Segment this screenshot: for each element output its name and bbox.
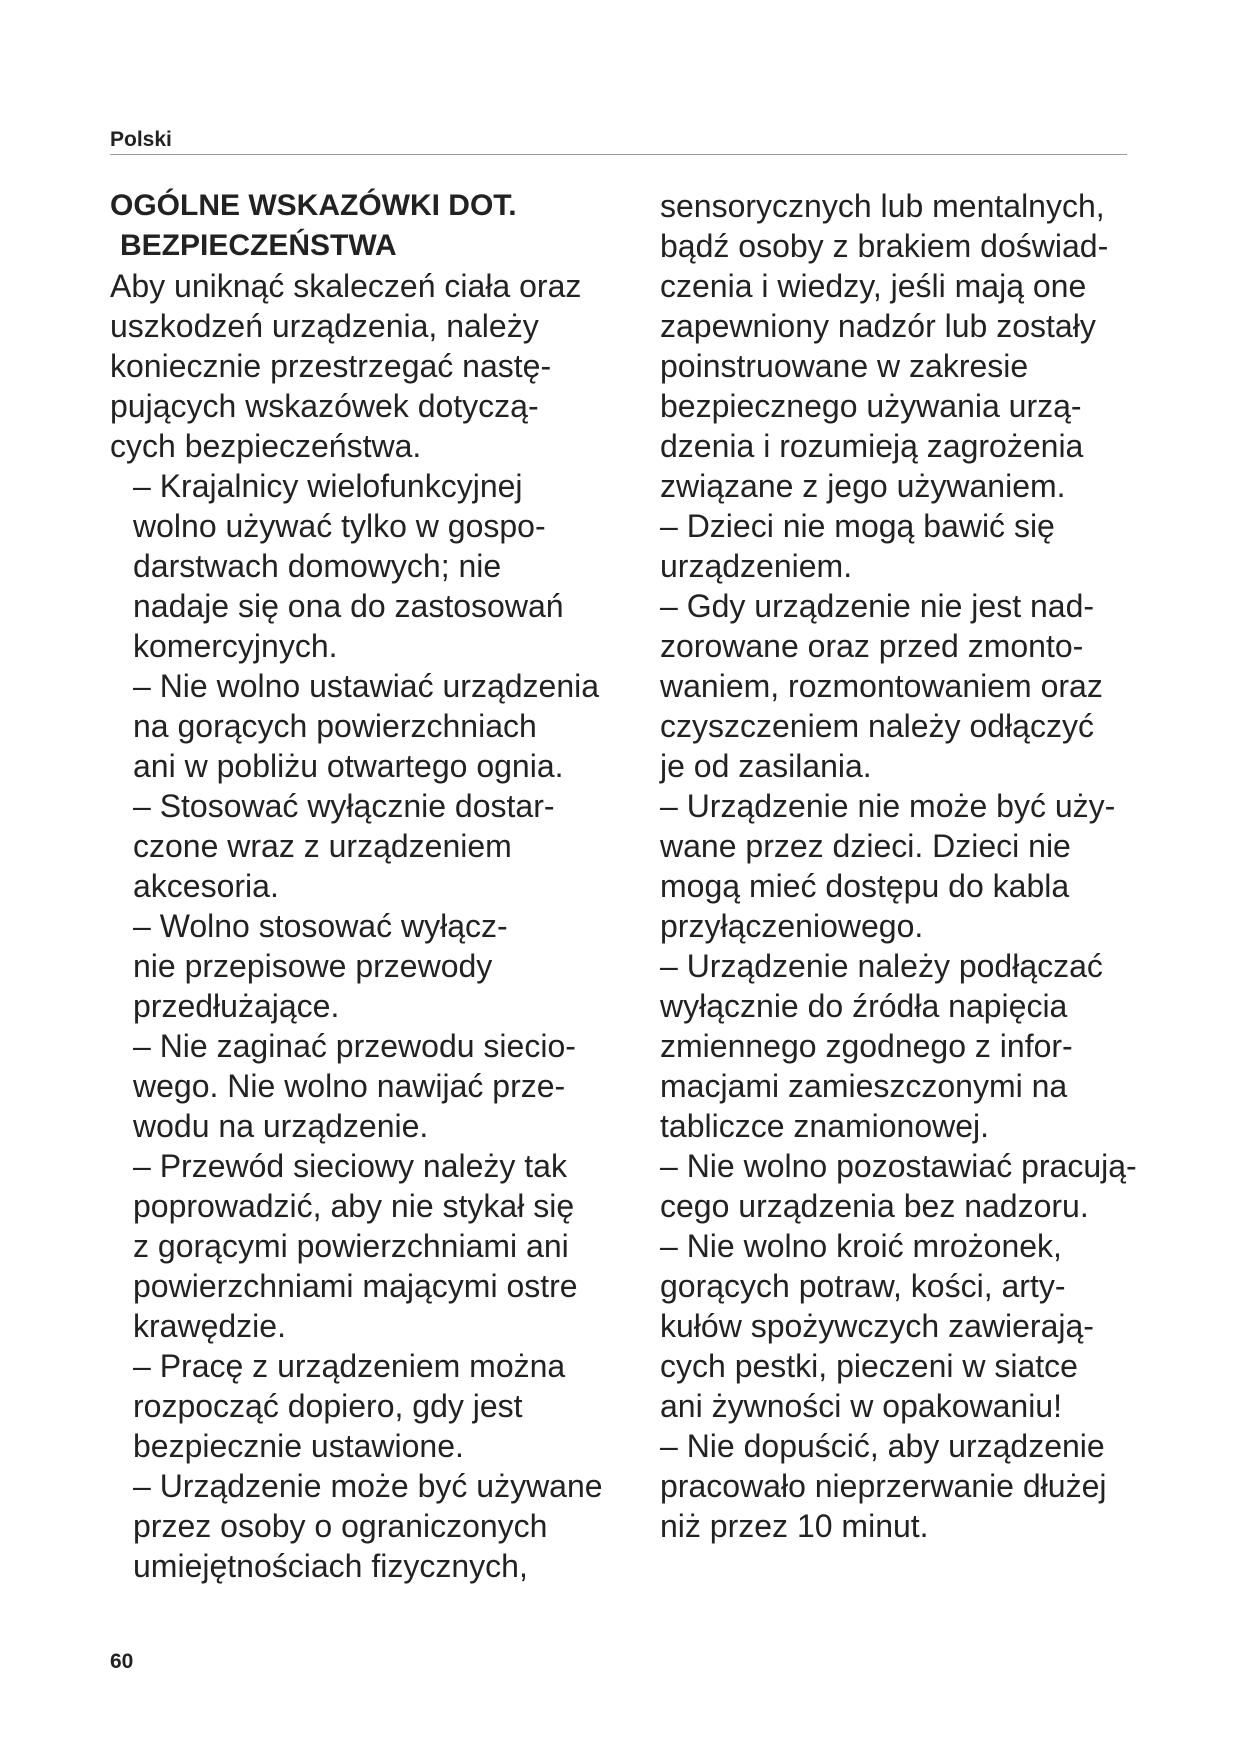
text-line: czyszczeniem należy odłączyć bbox=[660, 708, 1094, 744]
text-line: poinstruowane w zakresie bbox=[660, 348, 1029, 384]
text-line: wolno używać tylko w gospo- bbox=[133, 508, 546, 544]
text-line: mogą mieć dostępu do kabla bbox=[660, 868, 1070, 904]
text-line: nadaje się ona do zastosowań bbox=[133, 588, 564, 624]
text-line: rozpocząć dopiero, gdy jest bbox=[133, 1388, 523, 1424]
right-column-text bbox=[660, 186, 1180, 1546]
left-column bbox=[110, 186, 650, 1586]
text-line: akcesoria. bbox=[133, 868, 279, 904]
text-line: czone wraz z urządzeniem bbox=[133, 828, 512, 864]
text-line: pracowało nieprzerwanie dłużej bbox=[660, 1468, 1107, 1504]
text-line: kułów spożywczych zawierają- bbox=[660, 1308, 1094, 1344]
text-line: pujących wskazówek dotyczą- bbox=[110, 388, 539, 424]
text-line: zapewniony nadzór lub zostały bbox=[660, 308, 1096, 344]
text-line: – Urządzenie należy podłączać bbox=[660, 948, 1103, 984]
text-line: związane z jego używaniem. bbox=[660, 468, 1066, 504]
text-line: – Pracę z urządzeniem można bbox=[133, 1348, 566, 1384]
section-heading-line-2: BEZPIECZEŃSTWA bbox=[120, 229, 397, 262]
text-line: – Wolno stosować wyłącz- bbox=[133, 908, 508, 944]
text-line: przedłużające. bbox=[133, 988, 340, 1024]
page-number: 60 bbox=[110, 1650, 134, 1673]
text-line: urządzeniem. bbox=[660, 548, 853, 584]
text-line: je od zasilania. bbox=[660, 748, 872, 784]
text-line: powierzchniami mającymi ostre bbox=[133, 1268, 578, 1304]
text-line: cych pestki, pieczeni w siatce bbox=[660, 1348, 1078, 1384]
text-line: koniecznie przestrzegać nastę- bbox=[110, 348, 552, 384]
text-line: komercyjnych. bbox=[133, 628, 338, 664]
text-line: sensorycznych lub mentalnych, bbox=[660, 188, 1105, 224]
text-line: – Nie zaginać przewodu siecio- bbox=[133, 1028, 576, 1064]
text-line: gorących potraw, kości, arty- bbox=[660, 1268, 1066, 1304]
text-line: – Krajalnicy wielofunkcyjnej bbox=[133, 468, 523, 504]
text-line: – Urządzenie nie może być uży- bbox=[660, 788, 1116, 824]
text-line: – Urządzenie może być używane bbox=[133, 1468, 603, 1504]
text-line: wyłącznie do źródła napięcia bbox=[660, 988, 1068, 1024]
text-line: Aby uniknąć skaleczeń ciała oraz bbox=[110, 268, 582, 304]
text-line: – Przewód sieciowy należy tak bbox=[133, 1148, 567, 1184]
text-line: tabliczce znamionowej. bbox=[660, 1108, 990, 1144]
text-line: darstwach domowych; nie bbox=[133, 548, 502, 584]
text-line: cych bezpieczeństwa. bbox=[110, 428, 422, 464]
text-line: wane przez dzieci. Dzieci nie bbox=[660, 828, 1071, 864]
text-line: – Nie wolno ustawiać urządzenia bbox=[133, 668, 600, 704]
text-line: czenia i wiedzy, jeśli mają one bbox=[660, 268, 1087, 304]
text-line: – Dzieci nie mogą bawić się bbox=[660, 508, 1055, 544]
text-line: zmiennego zgodnego z infor- bbox=[660, 1028, 1073, 1064]
text-line: – Nie dopuścić, aby urządzenie bbox=[660, 1428, 1105, 1464]
text-line: wodu na urządzenie. bbox=[133, 1108, 429, 1144]
section-heading-line-1: OGÓLNE WSKAZÓWKI DOT. bbox=[110, 189, 517, 222]
text-line: bezpiecznego używania urzą- bbox=[660, 388, 1082, 424]
text-line: z gorącymi powierzchniami ani bbox=[133, 1228, 569, 1264]
text-line: ani w pobliżu otwartego ognia. bbox=[133, 748, 564, 784]
text-line: poprowadzić, aby nie stykał się bbox=[133, 1188, 575, 1224]
text-line: zorowane oraz przed zmonto- bbox=[660, 628, 1084, 664]
text-line: krawędzie. bbox=[133, 1308, 286, 1344]
text-line: – Nie wolno pozostawiać pracują- bbox=[660, 1148, 1137, 1184]
left-column-text bbox=[110, 266, 650, 1586]
language-label: Polski bbox=[110, 128, 172, 151]
text-line: cego urządzenia bez nadzoru. bbox=[660, 1188, 1089, 1224]
text-line: uszkodzeń urządzenia, należy bbox=[110, 308, 539, 344]
text-line: na gorących powierzchniach bbox=[133, 708, 537, 744]
text-line: niż przez 10 minut. bbox=[660, 1508, 929, 1544]
text-line: przyłączeniowego. bbox=[660, 908, 924, 944]
text-line: ani żywności w opakowaniu! bbox=[660, 1388, 1062, 1424]
text-line: wego. Nie wolno nawijać prze- bbox=[133, 1068, 566, 1104]
text-line: bądź osoby z brakiem doświad- bbox=[660, 228, 1109, 264]
text-line: przez osoby o ograniczonych bbox=[133, 1508, 548, 1544]
text-line: – Gdy urządzenie nie jest nad- bbox=[660, 588, 1095, 624]
text-line: waniem, rozmontowaniem oraz bbox=[660, 668, 1103, 704]
text-line: bezpiecznie ustawione. bbox=[133, 1428, 464, 1464]
text-line: – Nie wolno kroić mrożonek, bbox=[660, 1228, 1062, 1264]
text-line: nie przepisowe przewody bbox=[133, 948, 493, 984]
page-header bbox=[110, 124, 1127, 155]
text-line: – Stosować wyłącznie dostar- bbox=[133, 788, 555, 824]
text-line: macjami zamieszczonymi na bbox=[660, 1068, 1068, 1104]
text-line: umiejętnościach fizycznych, bbox=[133, 1548, 528, 1584]
right-column bbox=[660, 186, 1180, 1546]
text-line: dzenia i rozumieją zagrożenia bbox=[660, 428, 1084, 464]
